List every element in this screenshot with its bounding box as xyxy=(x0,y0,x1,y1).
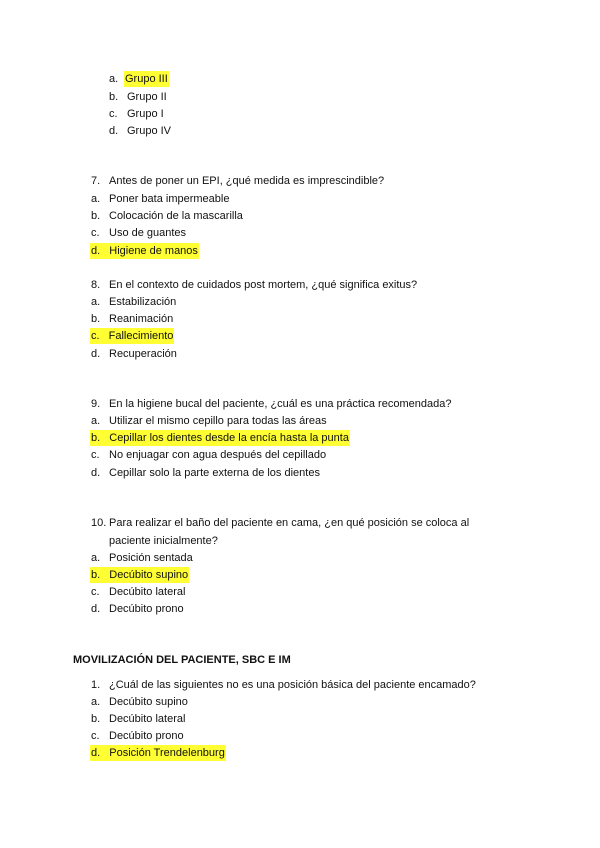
answer-highlight: Cepillar los dientes desde la encía hasta la punta xyxy=(109,432,349,444)
answer-highlight: Grupo III xyxy=(125,73,168,85)
option-c: c. Fallecimiento xyxy=(91,330,174,342)
option-d: d. Higiene de manos xyxy=(91,245,198,257)
answer-highlight: Higiene de manos xyxy=(109,245,198,257)
answer-highlight: Fallecimiento xyxy=(108,330,174,342)
answer-highlight: Posición Trendelenburg xyxy=(109,747,225,759)
option-b: b. Cepillar los dientes desde la encía hasta la punta xyxy=(91,432,349,444)
section-heading: MOVILIZACIÓN DEL PACIENTE, SBC E IM xyxy=(73,654,291,666)
answer-highlight: Decúbito supino xyxy=(109,569,189,581)
option-d: d. Posición Trendelenburg xyxy=(91,747,225,759)
question-10-text-continued: paciente inicialmente? xyxy=(109,535,218,547)
option-b: b. Decúbito supino xyxy=(91,569,189,581)
